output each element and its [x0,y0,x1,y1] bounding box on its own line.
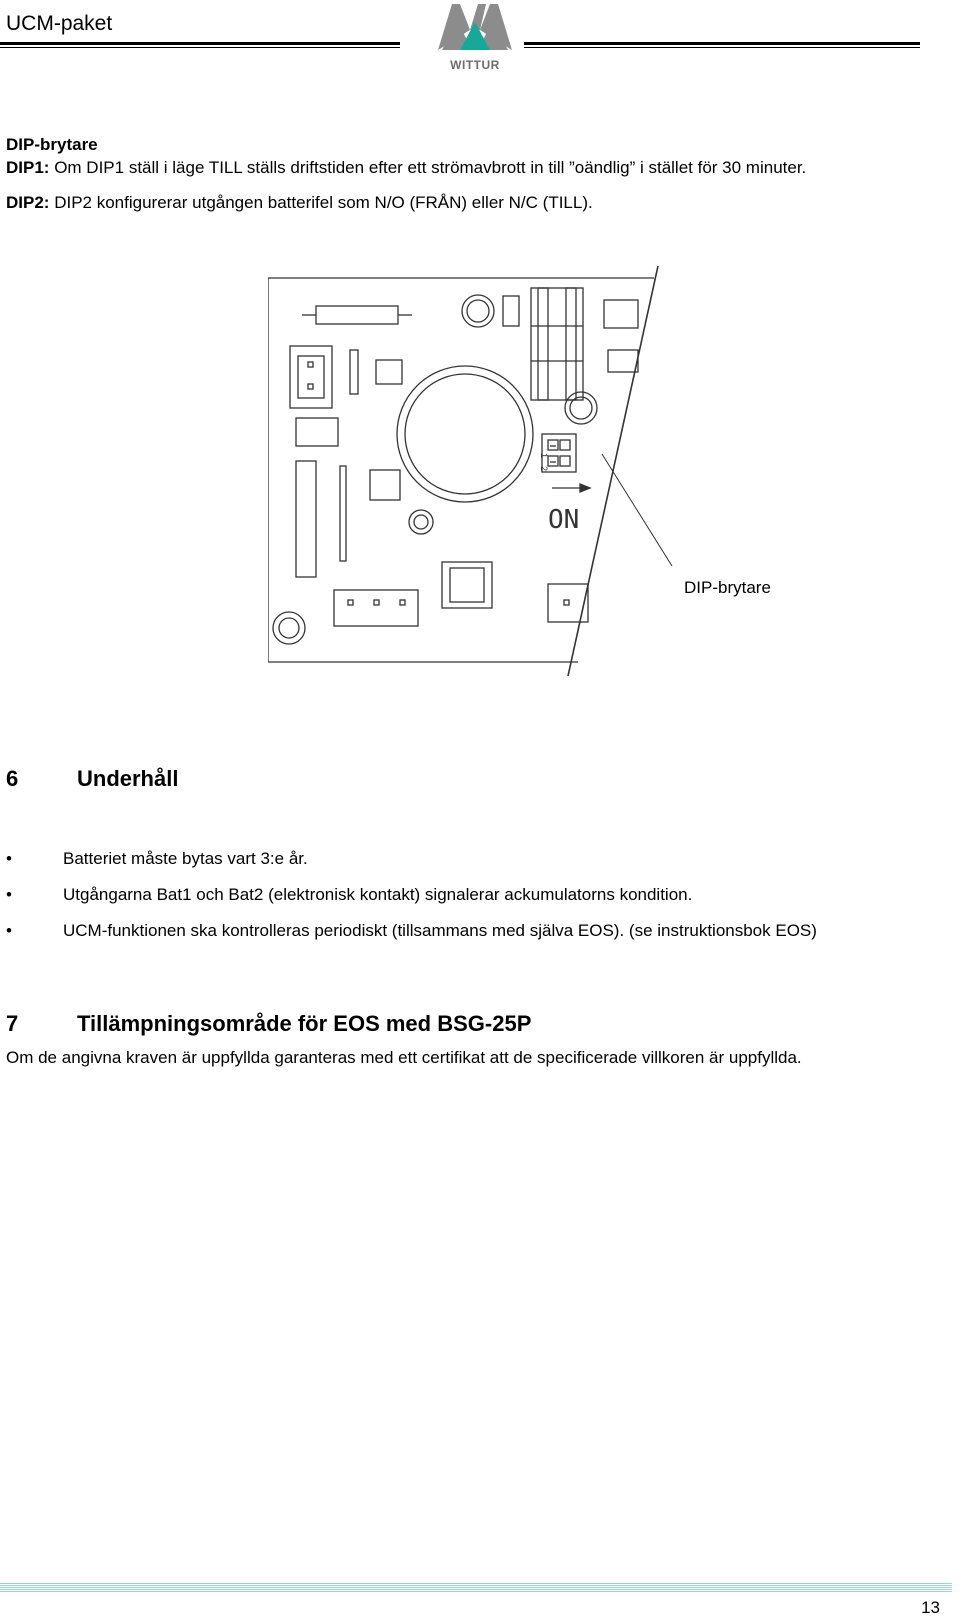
bullet-icon: • [6,849,12,868]
dip2-text: DIP2 konfigurerar utgången batterifel som N/O (FRÅN) eller N/C (TILL). [49,193,593,212]
wittur-logo [430,0,520,76]
logo-text: WITTUR [450,58,500,72]
wittur-logo-icon [430,0,520,60]
header-rule-left [0,42,400,45]
section-6-heading [6,766,606,794]
bullet-text: Utgångarna Bat1 och Bat2 (elektronisk kontakt) signalerar ackumulatorns kondition. [63,885,693,904]
dip1-label: DIP1: [6,158,50,177]
circuit-board-diagram [268,266,688,696]
dip1-line [6,157,806,178]
bullet-icon: • [6,921,12,940]
header-rule-right [524,42,920,45]
dip-heading: DIP-brytare [6,135,98,154]
document-title: UCM-paket [6,12,113,35]
bullet-item [6,885,946,907]
switch-number-1: 1 [539,453,549,459]
header-rule-left-thin [0,47,400,48]
bullet-item [6,921,946,943]
section-6-title: Underhåll [77,766,179,791]
header-rule-right-thin [524,47,920,48]
section-7-number: 7 [6,1011,19,1036]
bullet-item [6,849,946,871]
section-7-title: Tillämpningsområde för EOS med BSG-25P [77,1011,532,1036]
page-number: 13 [921,1598,940,1617]
dip2-label: DIP2: [6,193,50,212]
section-6-number: 6 [6,766,19,791]
section-7-heading [6,1011,706,1039]
dip1-text: Om DIP1 ställ i läge TILL ställs driftstiden efter ett strömavbrott in till ”oändlig” i stället för 30 minuter. [49,158,807,177]
bullet-text: UCM-funktionen ska kontrolleras periodiskt (tillsammans med själva EOS). (se instruktionsbok EOS) [63,921,817,940]
switch-number-2: 2 [539,466,549,472]
bullet-icon: • [6,885,12,904]
section-7-text: Om de angivna kraven är uppfyllda garanteras med ett certifikat att de specificerade villkoren är uppfyllda. [6,1048,802,1067]
dip2-line [6,192,593,213]
bullet-text: Batteriet måste bytas vart 3:e år. [63,849,308,868]
dip-callout-label: DIP-brytare [684,578,771,597]
footer-rule [0,1583,952,1592]
switch-on-label: ON [548,505,580,535]
